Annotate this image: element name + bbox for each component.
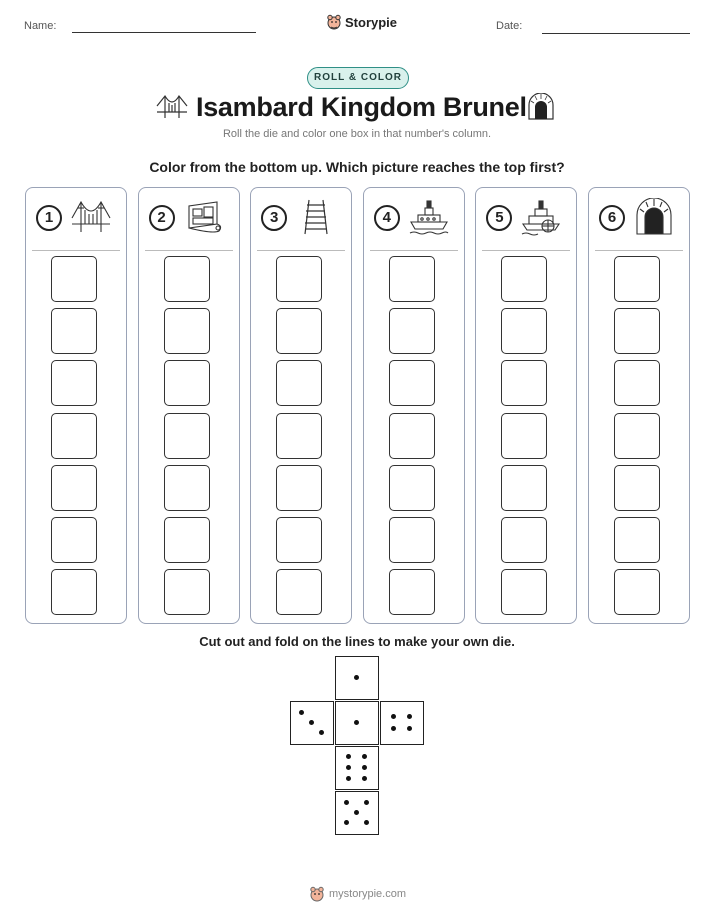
column-divider bbox=[370, 250, 458, 251]
paddle-steamer-icon bbox=[520, 198, 562, 236]
color-box[interactable] bbox=[389, 569, 435, 615]
column-number: 1 bbox=[36, 205, 62, 231]
die-pip bbox=[364, 820, 369, 825]
footer bbox=[309, 886, 406, 902]
die-pip bbox=[319, 730, 324, 735]
die-pip bbox=[407, 726, 412, 731]
column-number: 2 bbox=[149, 205, 175, 231]
color-box[interactable] bbox=[501, 517, 547, 563]
color-box[interactable] bbox=[614, 517, 660, 563]
storypie-mascot-icon bbox=[309, 886, 325, 902]
color-box[interactable] bbox=[614, 256, 660, 302]
color-box[interactable] bbox=[389, 308, 435, 354]
color-box[interactable] bbox=[51, 517, 97, 563]
column-divider bbox=[32, 250, 120, 251]
column-3 bbox=[250, 187, 352, 624]
color-box[interactable] bbox=[51, 256, 97, 302]
column-5 bbox=[475, 187, 577, 624]
tunnel-icon bbox=[633, 198, 675, 236]
date-label: Date: bbox=[496, 20, 523, 32]
color-box[interactable] bbox=[501, 360, 547, 406]
color-box[interactable] bbox=[614, 569, 660, 615]
brand-logo bbox=[326, 14, 397, 30]
die-face-4 bbox=[380, 701, 424, 745]
color-box[interactable] bbox=[276, 360, 322, 406]
die-net bbox=[290, 656, 426, 836]
activity-badge: ROLL & COLOR bbox=[307, 67, 409, 89]
die-pip bbox=[346, 754, 351, 759]
color-box[interactable] bbox=[276, 308, 322, 354]
color-box[interactable] bbox=[276, 569, 322, 615]
color-box[interactable] bbox=[614, 465, 660, 511]
column-divider bbox=[595, 250, 683, 251]
color-box[interactable] bbox=[51, 360, 97, 406]
column-number: 3 bbox=[261, 205, 287, 231]
die-face-1 bbox=[335, 656, 379, 700]
color-box[interactable] bbox=[614, 413, 660, 459]
color-box[interactable] bbox=[276, 465, 322, 511]
color-box[interactable] bbox=[164, 517, 210, 563]
color-box[interactable] bbox=[51, 308, 97, 354]
color-box[interactable] bbox=[164, 569, 210, 615]
die-pip bbox=[309, 720, 314, 725]
steamship-icon bbox=[408, 198, 450, 236]
die-face-1 bbox=[335, 701, 379, 745]
die-pip bbox=[354, 810, 359, 815]
instruction: Color from the bottom up. Which picture reaches the top first? bbox=[149, 159, 565, 175]
die-pip bbox=[299, 710, 304, 715]
color-box[interactable] bbox=[501, 308, 547, 354]
column-6 bbox=[588, 187, 690, 624]
color-box[interactable] bbox=[164, 256, 210, 302]
bridge-icon bbox=[70, 198, 112, 236]
brand-name: Storypie bbox=[345, 14, 398, 30]
color-box[interactable] bbox=[389, 465, 435, 511]
die-pip bbox=[354, 720, 359, 725]
die-pip bbox=[344, 820, 349, 825]
color-box[interactable] bbox=[51, 413, 97, 459]
column-1 bbox=[25, 187, 127, 624]
color-box[interactable] bbox=[614, 308, 660, 354]
column-divider bbox=[482, 250, 570, 251]
die-pip bbox=[346, 765, 351, 770]
color-box[interactable] bbox=[389, 517, 435, 563]
tunnel-title-icon bbox=[527, 93, 555, 121]
color-box[interactable] bbox=[164, 413, 210, 459]
color-box[interactable] bbox=[501, 256, 547, 302]
die-pip bbox=[407, 714, 412, 719]
die-pip bbox=[362, 776, 367, 781]
bridge-title-icon bbox=[156, 94, 188, 120]
railway-track-icon bbox=[295, 198, 337, 236]
column-number: 5 bbox=[486, 205, 512, 231]
name-label: Name: bbox=[24, 20, 57, 32]
column-divider bbox=[145, 250, 233, 251]
color-box[interactable] bbox=[501, 465, 547, 511]
die-face-6 bbox=[335, 746, 379, 790]
blueprint-icon bbox=[183, 198, 225, 236]
color-box[interactable] bbox=[164, 465, 210, 511]
color-box[interactable] bbox=[51, 569, 97, 615]
column-2 bbox=[138, 187, 240, 624]
color-box[interactable] bbox=[276, 413, 322, 459]
footer-url: mystorypie.com bbox=[329, 888, 407, 900]
color-box[interactable] bbox=[501, 569, 547, 615]
storypie-mascot-icon bbox=[326, 14, 342, 30]
die-pip bbox=[391, 726, 396, 731]
die-face-5 bbox=[335, 791, 379, 835]
die-pip bbox=[362, 765, 367, 770]
column-4 bbox=[363, 187, 465, 624]
color-box[interactable] bbox=[51, 465, 97, 511]
die-face-3 bbox=[290, 701, 334, 745]
color-box[interactable] bbox=[164, 308, 210, 354]
subtitle: Roll the die and color one box in that number's column. bbox=[222, 128, 492, 140]
color-box[interactable] bbox=[501, 413, 547, 459]
die-pip bbox=[346, 776, 351, 781]
die-pip bbox=[364, 800, 369, 805]
color-box[interactable] bbox=[389, 360, 435, 406]
die-pip bbox=[344, 800, 349, 805]
column-number: 6 bbox=[599, 205, 625, 231]
color-box[interactable] bbox=[276, 517, 322, 563]
color-box[interactable] bbox=[389, 413, 435, 459]
die-pip bbox=[354, 675, 359, 680]
date-field[interactable] bbox=[542, 33, 690, 34]
die-instruction: Cut out and fold on the lines to make your own die. bbox=[199, 634, 515, 649]
color-box[interactable] bbox=[389, 256, 435, 302]
column-divider bbox=[257, 250, 345, 251]
die-pip bbox=[362, 754, 367, 759]
name-field[interactable] bbox=[72, 32, 256, 33]
color-box[interactable] bbox=[614, 360, 660, 406]
color-box[interactable] bbox=[164, 360, 210, 406]
page-title: Isambard Kingdom Brunel bbox=[196, 92, 527, 122]
color-box[interactable] bbox=[276, 256, 322, 302]
die-pip bbox=[391, 714, 396, 719]
column-number: 4 bbox=[374, 205, 400, 231]
